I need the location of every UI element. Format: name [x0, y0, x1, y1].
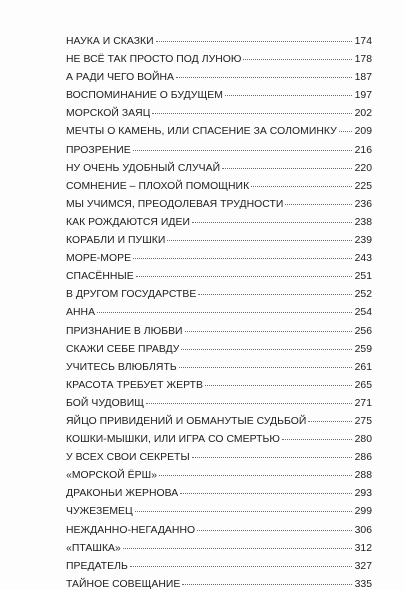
- toc-entry-page: 299: [354, 506, 372, 518]
- toc-entry-title: ЧУЖЕЗЕМЕЦ: [66, 506, 133, 518]
- dot-leader: [135, 511, 352, 512]
- toc-entry: [66, 214, 372, 232]
- toc-entry: [66, 323, 372, 341]
- toc-entry-title: НАУКА И СКАЗКИ: [66, 36, 154, 47]
- dot-leader: [176, 77, 352, 78]
- toc-entry-page: 220: [354, 162, 372, 174]
- toc-entry-title: УЧИТЕСЬ ВЛЮБЛЯТЬ: [66, 361, 177, 373]
- toc-entry-page: 275: [354, 415, 372, 427]
- toc-entry-page: 174: [354, 36, 372, 47]
- toc-entry: [66, 540, 372, 558]
- toc-entry-title: ДРАКОНЬИ ЖЕРНОВА: [66, 488, 179, 500]
- toc-entry-page: 312: [354, 542, 372, 554]
- toc-entry-title: БОЙ ЧУДОВИЩ: [66, 397, 145, 409]
- dot-leader: [225, 95, 352, 96]
- dot-leader: [133, 258, 352, 259]
- dot-leader: [159, 475, 352, 476]
- dot-leader: [152, 113, 351, 114]
- toc-entry-page: 335: [354, 578, 372, 590]
- toc-entry: [66, 449, 372, 467]
- toc-entry: [66, 522, 372, 540]
- toc-entry-title: СПАСЁННЫЕ: [66, 271, 134, 283]
- toc-entry-page: 243: [354, 253, 372, 265]
- toc-entry-page: 251: [354, 271, 372, 283]
- toc-entry: [66, 431, 372, 449]
- dot-leader: [222, 168, 352, 169]
- toc-entry-page: 254: [354, 307, 372, 319]
- toc-entry-page: 259: [354, 343, 372, 355]
- dot-leader: [308, 421, 351, 422]
- toc-entry: [66, 395, 372, 413]
- dot-leader: [130, 566, 352, 567]
- toc-entry: [66, 51, 372, 69]
- toc-entry-title: НУ ОЧЕНЬ УДОБНЫЙ СЛУЧАЙ: [66, 162, 221, 174]
- dot-leader: [185, 331, 352, 332]
- toc-entry-title: ПРИЗНАНИЕ В ЛЮБВИ: [66, 325, 183, 337]
- toc-entry: [66, 359, 372, 377]
- dot-leader: [192, 457, 352, 458]
- toc-entry-title: КОРАБЛИ И ПУШКИ: [66, 235, 166, 247]
- toc-entry-title: «ПТАШКА»: [66, 542, 121, 554]
- toc-entry-page: 178: [354, 54, 372, 66]
- toc-entry-title: ПРОЗРЕНИЕ: [66, 144, 131, 156]
- toc-entry-page: 225: [354, 180, 372, 192]
- dot-leader: [167, 240, 351, 241]
- toc-entry-title: МОРЕ-МОРЕ: [66, 253, 132, 265]
- dot-leader: [146, 403, 352, 404]
- toc-entry-page: 256: [354, 325, 372, 337]
- toc-entry-page: 293: [354, 488, 372, 500]
- toc-entry-title: КАК РОЖДАЮТСЯ ИДЕИ: [66, 216, 190, 228]
- dot-leader: [156, 41, 352, 42]
- toc-entry-page: 238: [354, 216, 372, 228]
- toc-entry-page: 187: [354, 72, 372, 84]
- dot-leader: [282, 439, 352, 440]
- toc-entry-title: НЕ ВСЁ ТАК ПРОСТО ПОД ЛУНОЮ: [66, 54, 242, 66]
- dot-leader: [133, 150, 352, 151]
- toc-entry-title: ЯЙЦО ПРИВИДЕНИЙ И ОБМАНУТЫЕ СУДЬБОЙ: [66, 415, 307, 427]
- toc-entry-title: СКАЖИ СЕБЕ ПРАВДУ: [66, 343, 180, 355]
- toc-entry: [66, 178, 372, 196]
- toc-entry-title: МЕЧТЫ О КАМЕНЬ, ИЛИ СПАСЕНИЕ ЗА СОЛОМИНКУ: [66, 126, 337, 138]
- toc-entry-page: 252: [354, 289, 372, 301]
- toc-entry-page: 261: [354, 361, 372, 373]
- toc-entry-title: КРАСОТА ТРЕБУЕТ ЖЕРТВ: [66, 379, 204, 391]
- toc-entry: [66, 250, 372, 268]
- toc-entry-title: «МОРСКОЙ ЁРШ»: [66, 470, 158, 482]
- toc-entry: [66, 286, 372, 304]
- toc-entry-page: 327: [354, 560, 372, 572]
- toc-entry: [66, 33, 372, 51]
- toc-entry-title: МЫ УЧИМСЯ, ПРЕОДОЛЕВАЯ ТРУДНОСТИ: [66, 198, 284, 210]
- toc-entry: [66, 69, 372, 87]
- toc-entry-page: 197: [354, 90, 372, 102]
- dot-leader: [192, 222, 352, 223]
- toc-entry: [66, 485, 372, 503]
- toc-entry: [66, 413, 372, 431]
- toc-entry: [66, 160, 372, 178]
- dot-leader: [179, 367, 352, 368]
- toc-entry-page: 239: [354, 235, 372, 247]
- dot-leader: [243, 59, 351, 60]
- toc-entry: [66, 268, 372, 286]
- toc-entry-page: 216: [354, 144, 372, 156]
- toc-entry-title: В ДРУГОМ ГОСУДАРСТВЕ: [66, 289, 197, 301]
- dot-leader: [251, 186, 351, 187]
- toc-entry: [66, 467, 372, 485]
- toc-entry-page: 306: [354, 524, 372, 536]
- toc-entry-title: У ВСЕХ СВОИ СЕКРЕТЫ: [66, 452, 190, 464]
- toc-entry: [66, 196, 372, 214]
- toc-entry: [66, 142, 372, 160]
- toc-entry: [66, 87, 372, 105]
- toc-entry: [66, 123, 372, 141]
- toc-entry: [66, 105, 372, 123]
- dot-leader: [182, 584, 351, 585]
- toc-entry: [66, 503, 372, 521]
- toc-entry-title: АННА: [66, 307, 96, 319]
- dot-leader: [136, 276, 352, 277]
- toc-entry: [66, 377, 372, 395]
- toc-entry-page: 209: [354, 126, 372, 138]
- toc-entry: [66, 558, 372, 576]
- toc-entry-title: А РАДИ ЧЕГО ВОЙНА: [66, 72, 175, 84]
- toc-entry-page: 271: [354, 397, 372, 409]
- toc-entry: [66, 576, 372, 594]
- dot-leader: [339, 131, 352, 132]
- toc-entry-title: МОРСКОЙ ЗАЯЦ: [66, 108, 151, 120]
- toc-entry-title: СОМНЕНИЕ – ПЛОХОЙ ПОМОЩНИК: [66, 180, 250, 192]
- toc-entry-page: 202: [354, 108, 372, 120]
- toc-entry-title: ТАЙНОЕ СОВЕЩАНИЕ: [66, 578, 181, 590]
- toc-entry-page: 265: [354, 379, 372, 391]
- toc-entry-page: 288: [354, 470, 372, 482]
- dot-leader: [285, 204, 351, 205]
- toc-entry-page: 280: [354, 434, 372, 446]
- dot-leader: [180, 493, 351, 494]
- toc-entry-title: ПРЕДАТЕЛЬ: [66, 560, 128, 572]
- dot-leader: [205, 385, 352, 386]
- toc-entry-title: ВОСПОМИНАНИЕ О БУДУЩЕМ: [66, 90, 223, 102]
- toc-entry: [66, 341, 372, 359]
- toc-entry-page: 286: [354, 452, 372, 464]
- toc-entry-page: 236: [354, 198, 372, 210]
- table-of-contents: [66, 33, 372, 594]
- dot-leader: [198, 294, 351, 295]
- toc-entry-title: КОШКИ-МЫШКИ, ИЛИ ИГРА СО СМЕРТЬЮ: [66, 434, 280, 446]
- toc-entry: [66, 304, 372, 322]
- dot-leader: [181, 349, 351, 350]
- dot-leader: [123, 548, 352, 549]
- toc-entry: [66, 232, 372, 250]
- toc-entry-title: НЕЖДАННО-НЕГАДАННО: [66, 524, 196, 536]
- dot-leader: [197, 530, 352, 531]
- dot-leader: [97, 312, 352, 313]
